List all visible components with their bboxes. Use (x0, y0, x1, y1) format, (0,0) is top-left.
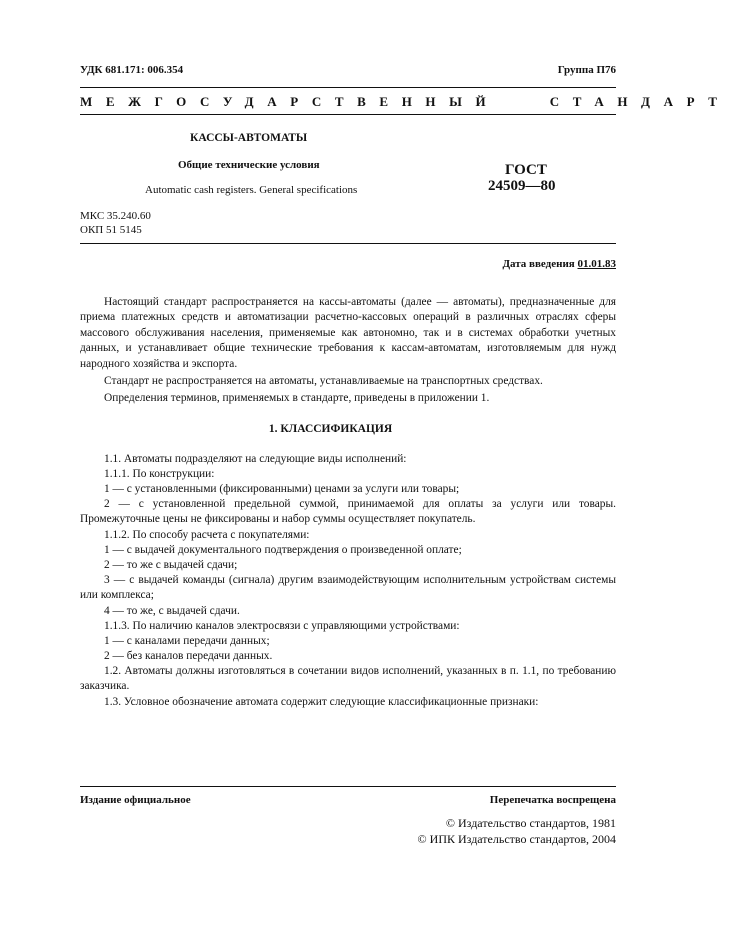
clause-1-1-2-item-3: 3 — с выдачей команды (сигнала) другим взаимодействующим исполнительным устройствам системы или комплекса; (80, 574, 616, 602)
gost-number: 24509—80 (488, 178, 556, 194)
doc-subtitle: Общие технические условия (178, 159, 320, 171)
reprint-prohibited: Перепечатка воспрещена (489, 794, 616, 806)
official-edition: Издание официальное (80, 794, 191, 806)
clause-1-1-3-item-1: 1 — с каналами передачи данных; (104, 635, 270, 647)
clause-1-1-2-item-1: 1 — с выдачей документального подтверждения о произведенной оплате; (104, 544, 462, 556)
clause-1-1-2-item-4: 4 — то же, с выдачей сдачи. (104, 605, 240, 617)
intro-paragraph-1: Настоящий стандарт распространяется на кассы-автоматы (далее — автоматы), предназначенные для приема платежных средств и автоматизации расчетно-кассовых операций в различных отраслях сферы массового обслуживания населения, применяемые как автономно, так и в системах обработки учетных данных, и устанавливает общие технические требования к кассам-автоматам, изготовляемым для нужд народного хозяйства и экспорта. (80, 296, 616, 370)
intro-date-label: Дата введения (502, 258, 575, 270)
section-1-heading: 1. КЛАССИФИКАЦИЯ (268, 423, 393, 435)
intro-paragraph-3: Определения терминов, применяемых в стандарте, приведены в приложении 1. (104, 392, 490, 404)
clause-1-1-1-item-1: 1 — с установленными (фиксированными) ценами за услуги или товары; (104, 483, 460, 495)
banner-bottom-rule (80, 114, 616, 115)
okp-code: ОКП 51 5145 (80, 224, 142, 236)
udk-code: УДК 681.171: 006.354 (80, 64, 184, 76)
intro-paragraph-2: Стандарт не распространяется на автоматы, устанавливаемые на транспортных средствах. (104, 375, 543, 387)
copyright-1981: © Издательство стандартов, 1981 (445, 816, 616, 830)
title-block-rule (80, 243, 616, 244)
doc-english-title: Automatic cash registers. General specifications (145, 184, 358, 196)
mks-code: МКС 35.240.60 (80, 210, 151, 222)
banner-top-rule (80, 87, 616, 88)
doc-title: КАССЫ-АВТОМАТЫ (190, 132, 308, 144)
clause-1-1: 1.1. Автоматы подразделяют на следующие виды исполнений: (104, 453, 407, 465)
clause-1-1-2-item-2: 2 — то же с выдачей сдачи; (104, 559, 238, 571)
copyright-2004: © ИПК Издательство стандартов, 2004 (417, 832, 616, 846)
footer-rule (80, 786, 616, 787)
gost-label: ГОСТ (505, 162, 547, 178)
intro-date (502, 258, 616, 270)
clause-1-1-2: 1.1.2. По способу расчета с покупателями: (104, 529, 310, 541)
clause-1-1-3: 1.1.3. По наличию каналов электросвязи с управляющими устройствами: (104, 620, 460, 632)
group-code: Группа П76 (557, 64, 616, 76)
clause-1-1-1: 1.1.1. По конструкции: (104, 468, 215, 480)
clause-1-3: 1.3. Условное обозначение автомата содержит следующие классификационные признаки: (104, 696, 539, 708)
clause-1-1-1-item-2: 2 — с установленной предельной суммой, принимаемой для оплаты за услуги или товары. Промежуточные цены не фиксированы и набор суммы осуществляет покупатель. (80, 498, 616, 526)
standard-banner: МЕЖГОСУДАРСТВЕННЫЙ СТАНДАРТ (80, 94, 731, 109)
clause-1-2: 1.2. Автоматы должны изготовляться в сочетании видов исполнений, указанных в п. 1.1, по требованию заказчика. (80, 665, 616, 693)
intro-date-value: 01.01.83 (577, 258, 616, 270)
clause-1-1-3-item-2: 2 — без каналов передачи данных. (104, 650, 273, 662)
